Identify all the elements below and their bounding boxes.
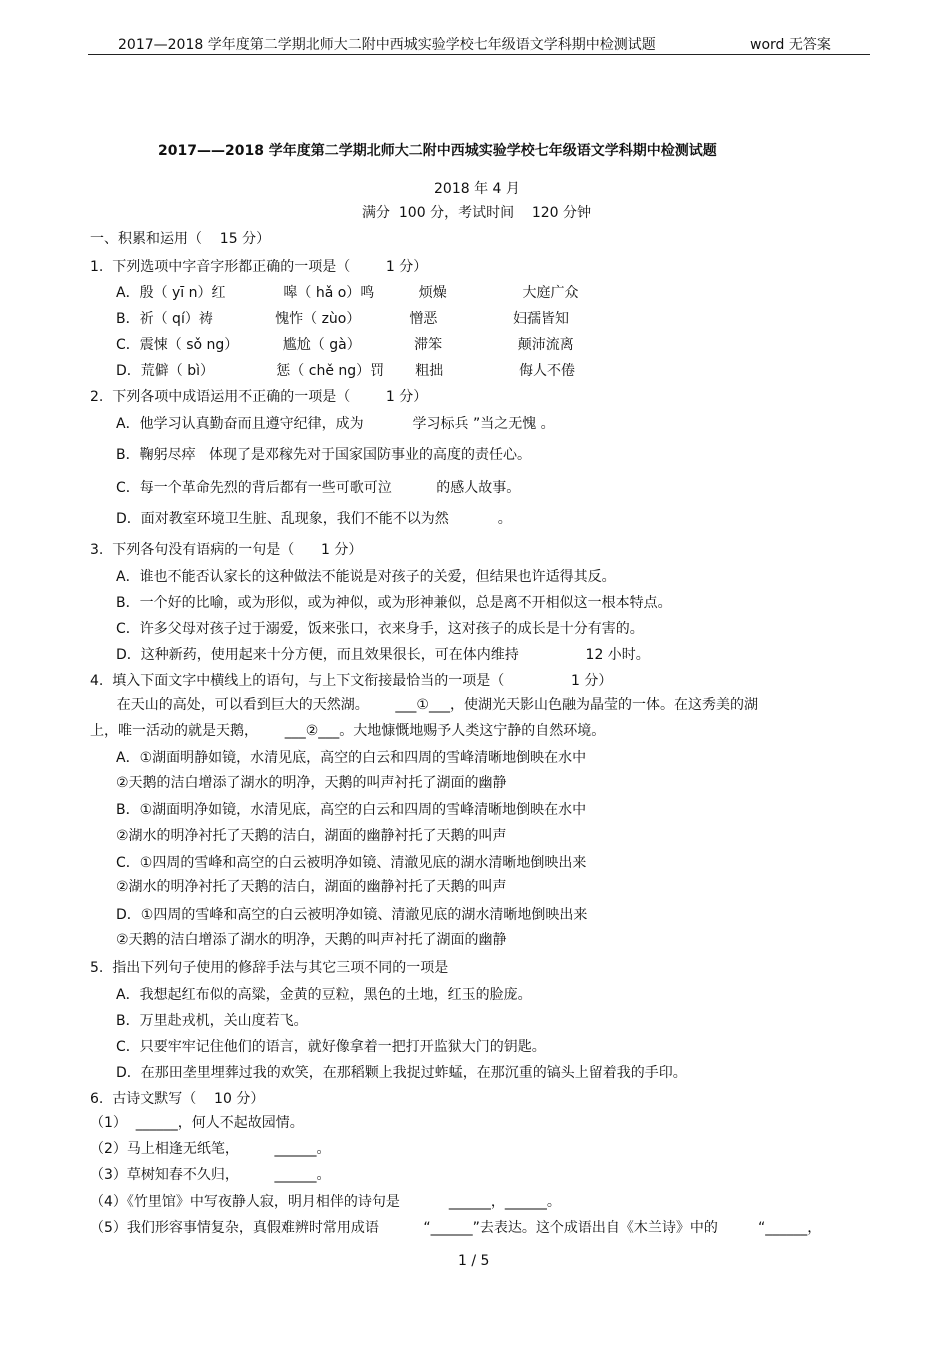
q1-option-c: C．震悚（ sǒ ng） 尴尬（ gà） 滞笨 颠沛流离	[116, 337, 574, 353]
section-heading: 一、积累和运用（ 15 分）	[90, 231, 271, 247]
header-rule	[88, 54, 870, 55]
q5-option-a: A．我想起红布似的高粱，金黄的豆粒，黑色的土地，红玉的脸庞。	[116, 987, 532, 1003]
q4-passage-line-2: 上，唯一活动的就是天鹅， ___②___。大地慷慨地赐予人类这宁静的自然环境。	[90, 723, 606, 739]
q3-option-d: D．这种新药，使用起来十分方便，而且效果很长，可在体内维持 12 小时。	[116, 647, 650, 663]
q1-option-a: A．殷（ yī n）红 嗥（ hǎ o）鸣 烦燥 大庭广众	[116, 285, 579, 301]
q5-option-b: B．万里赴戎机，关山度若飞。	[116, 1013, 308, 1029]
q4-option-a-1: A．①湖面明静如镜，水清见底，高空的白云和四周的雪峰清晰地倒映在水中	[116, 750, 587, 766]
q4-option-c-1: C．①四周的雪峰和高空的白云被明净如镜、清澈见底的湖水清晰地倒映出来	[116, 855, 587, 871]
q4-option-b-2: ②湖水的明净衬托了天鹅的洁白，湖面的幽静衬托了天鹅的叫声	[116, 828, 507, 844]
q3-option-b: B．一个好的比喻，或为形似，或为神似，或为形神兼似，总是离不开相似这一根本特点。	[116, 595, 672, 611]
document-title: 2017——2018 学年度第二学期北师大二附中西城实验学校七年级语文学科期中检测试题	[158, 143, 717, 159]
q4-option-c-2: ②湖水的明净衬托了天鹅的洁白，湖面的幽静衬托了天鹅的叫声	[116, 879, 507, 895]
q6-item-5: （5）我们形容事情复杂，真假难辨时常用成语 “______”去表达。这个成语出自《木兰诗》中的 “______，	[90, 1220, 822, 1236]
q2-option-d: D．面对教室环境卫生脏、乱现象，我们不能不以为然 。	[116, 511, 512, 527]
q6-item-4: （4）《竹里馆》中写夜静人寂，明月相伴的诗句是 ______，______。	[90, 1194, 561, 1210]
q3-option-a: A．谁也不能否认家长的这种做法不能说是对孩子的关爱，但结果也许适得其反。	[116, 569, 616, 585]
document-info: 满分 100 分，考试时间 120 分钟	[362, 205, 592, 221]
q5-option-c: C．只要牢牢记住他们的语言，就好像拿着一把打开监狱大门的钥匙。	[116, 1039, 546, 1055]
q4-option-b-1: B．①湖面明净如镜，水清见底，高空的白云和四周的雪峰清晰地倒映在水中	[116, 802, 587, 818]
q3-option-c: C．许多父母对孩子过于溺爱，饭来张口，衣来身手，这对孩子的成长是十分有害的。	[116, 621, 644, 637]
q6-stem: 6. 古诗文默写（ 10 分）	[90, 1091, 265, 1107]
q1-stem: 1. 下列选项中字音字形都正确的一项是（ 1 分）	[90, 259, 428, 275]
q5-option-d: D．在那田垄里埋葬过我的欢笑，在那稻颗上我捉过蚱蜢，在那沉重的镐头上留着我的手印。	[116, 1065, 687, 1081]
q2-stem: 2. 下列各项中成语运用不正确的一项是（ 1 分）	[90, 389, 428, 405]
q1-option-d: D．荒僻（ bì） 惩（ chě ng）罚 粗拙 侮人不倦	[116, 363, 575, 379]
q4-option-d-1: D．①四周的雪峰和高空的白云被明净如镜、清澈见底的湖水清晰地倒映出来	[116, 907, 588, 923]
q6-item-2: （2）马上相逢无纸笔， ______。	[90, 1141, 331, 1157]
q4-passage-line-1: 在天山的高处，可以看到巨大的天然湖。 ___①___，使湖光天影山色融为晶莹的一体。在这秀美的湖	[90, 697, 758, 713]
q3-stem: 3. 下列各句没有语病的一句是（ 1 分）	[90, 542, 363, 558]
q5-stem: 5. 指出下列句子使用的修辞手法与其它三项不同的一项是	[90, 960, 449, 976]
q2-option-c: C．每一个革命先烈的背后都有一些可歌可泣 的感人故事。	[116, 480, 521, 496]
q6-item-3: （3）草树知春不久归， ______。	[90, 1167, 331, 1183]
page-number: 1 / 5	[458, 1253, 490, 1269]
document-date: 2018 年 4 月	[434, 181, 520, 197]
running-header-title: 2017—2018 学年度第二学期北师大二附中西城实验学校七年级语文学科期中检测试题	[118, 37, 656, 53]
q4-option-a-2: ②天鹅的洁白增添了湖水的明净，天鹅的叫声衬托了湖面的幽静	[116, 775, 507, 791]
q2-option-b: B．鞠躬尽瘁 体现了是邓稼先对于国家国防事业的高度的责任心。	[116, 447, 531, 463]
q4-option-d-2: ②天鹅的洁白增添了湖水的明净，天鹅的叫声衬托了湖面的幽静	[116, 932, 507, 948]
q2-option-a: A．他学习认真勤奋而且遵守纪律，成为 学习标兵 ”当之无愧 。	[116, 416, 555, 432]
q4-stem: 4. 填入下面文字中横线上的语句，与上下文衔接最恰当的一项是（ 1 分）	[90, 673, 613, 689]
running-header-note: word 无答案	[750, 37, 831, 53]
q6-item-1: （1） ______，何人不起故园情。	[90, 1115, 304, 1131]
q1-option-b: B．祈（ qí）祷 愧怍（ zùo） 憎恶 妇孺皆知	[116, 311, 569, 327]
